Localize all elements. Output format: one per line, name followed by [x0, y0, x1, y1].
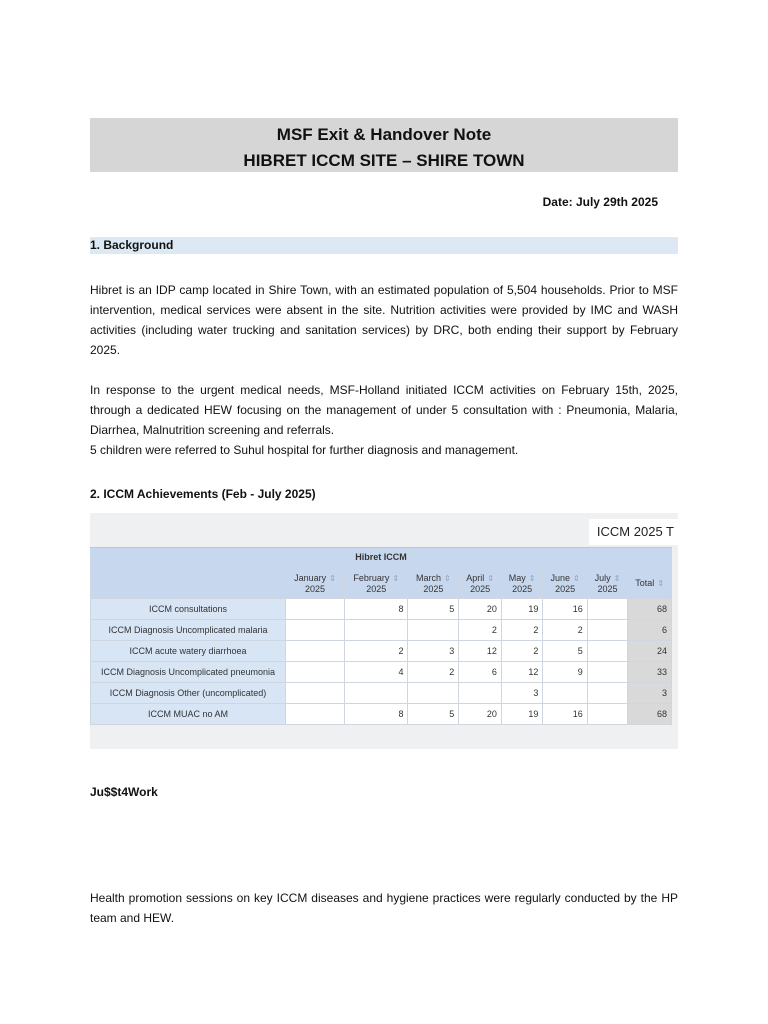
data-cell — [587, 704, 627, 725]
table-row — [91, 683, 672, 704]
header-blank-cell — [91, 568, 286, 599]
health-promotion-paragraph: Health promotion sessions on key ICCM diseases and hygiene practices were regularly conducted by the HP team and HEW. — [90, 891, 678, 925]
data-cell: 2 — [501, 641, 542, 662]
data-cell — [286, 704, 345, 725]
data-cell — [543, 683, 587, 704]
background-paragraph-2: In response to the urgent medical needs, MSF-Holland initiated ICCM activities on February 15th, 2025, through a dedicated HEW focusing on the management of under 5 consultation with : Pneumonia, Malaria, Diarrhea, Malnutrition screening and referrals. — [90, 383, 678, 437]
data-cell — [587, 599, 627, 620]
data-cell: 5 — [543, 641, 587, 662]
table-header-row — [91, 568, 672, 599]
total-cell: 6 — [628, 620, 672, 641]
table-body — [91, 599, 672, 725]
table-row — [91, 704, 672, 725]
data-cell: 20 — [459, 599, 502, 620]
section-heading-achievements: 2. ICCM Achievements (Feb - July 2025) — [90, 487, 316, 501]
data-cell — [408, 683, 459, 704]
data-cell: 20 — [459, 704, 502, 725]
data-cell: 2 — [501, 620, 542, 641]
column-header-year: 2025 — [512, 583, 533, 594]
data-cell: 9 — [543, 662, 587, 683]
row-label: ICCM acute watery diarrhoea — [91, 641, 286, 662]
table-row — [91, 599, 672, 620]
data-cell: 5 — [408, 599, 459, 620]
data-cell — [286, 662, 345, 683]
title-banner — [90, 118, 678, 172]
column-header[interactable] — [587, 568, 627, 599]
table-title: ICCM 2025 T — [589, 519, 678, 545]
table-row — [91, 641, 672, 662]
row-label: ICCM Diagnosis Other (uncomplicated) — [91, 683, 286, 704]
column-header-month: February — [353, 572, 390, 583]
data-cell — [408, 620, 459, 641]
column-header-month: June — [550, 572, 570, 583]
data-cell: 2 — [344, 641, 408, 662]
row-label: ICCM Diagnosis Uncomplicated malaria — [91, 620, 286, 641]
data-cell — [587, 683, 627, 704]
column-header-year: 2025 — [366, 583, 387, 594]
data-cell — [587, 620, 627, 641]
data-cell: 2 — [459, 620, 502, 641]
data-cell — [286, 641, 345, 662]
data-cell — [344, 683, 408, 704]
data-cell — [286, 599, 345, 620]
column-header-month: April — [466, 572, 485, 583]
data-cell: 3 — [408, 641, 459, 662]
data-cell: 2 — [408, 662, 459, 683]
row-label: ICCM consultations — [91, 599, 286, 620]
sort-icon[interactable]: ⇕ — [487, 573, 494, 583]
total-cell: 33 — [628, 662, 672, 683]
row-label: ICCM Diagnosis Uncomplicated pneumonia — [91, 662, 286, 683]
column-header[interactable] — [408, 568, 459, 599]
column-header-month: March — [416, 572, 442, 583]
data-cell: 16 — [543, 599, 587, 620]
column-header-year: 2025 — [470, 583, 491, 594]
sort-icon[interactable]: ⇕ — [392, 573, 400, 583]
iccm-data-table — [90, 567, 672, 725]
total-cell: 68 — [628, 599, 672, 620]
sort-icon[interactable]: ⇕ — [657, 578, 664, 588]
data-cell: 8 — [344, 599, 408, 620]
sort-icon[interactable]: ⇕ — [573, 573, 580, 583]
iccm-table-screenshot — [90, 513, 678, 749]
column-header-month: Total — [635, 577, 655, 588]
data-cell: 16 — [543, 704, 587, 725]
data-cell — [459, 683, 502, 704]
total-cell: 3 — [628, 683, 672, 704]
data-cell: 6 — [459, 662, 502, 683]
document-date: Date: July 29th 2025 — [542, 195, 658, 209]
column-header[interactable] — [501, 568, 542, 599]
column-header-month: May — [508, 572, 526, 583]
document-subtitle: HIBRET ICCM SITE – SHIRE TOWN — [243, 151, 525, 170]
data-cell: 19 — [501, 599, 542, 620]
background-paragraph-1: Hibret is an IDP camp located in Shire Town, with an estimated population of 5,504 households. Prior to MSF intervention, medical services were absent in the site. Nutrition activities were provided by IMC and WASH activities (including water trucking and sanitation services) by DRC, both ending their support by February 2025. — [90, 283, 678, 357]
row-label: ICCM MUAC no AM — [91, 704, 286, 725]
data-cell: 12 — [501, 662, 542, 683]
table-row — [91, 662, 672, 683]
total-cell: 24 — [628, 641, 672, 662]
data-cell — [286, 620, 345, 641]
sort-icon[interactable]: ⇕ — [329, 573, 336, 583]
document-title: MSF Exit & Handover Note — [276, 125, 492, 144]
section-heading-background: 1. Background — [90, 237, 678, 254]
column-header[interactable] — [543, 568, 587, 599]
data-cell: 5 — [408, 704, 459, 725]
total-cell: 68 — [628, 704, 672, 725]
data-cell — [344, 620, 408, 641]
signature-text: Ju$$t4Work — [90, 785, 158, 799]
sort-icon[interactable]: ⇕ — [613, 573, 621, 583]
column-header-year: 2025 — [304, 583, 325, 594]
column-header-month: July — [594, 572, 611, 583]
sort-icon[interactable]: ⇕ — [528, 573, 536, 583]
data-cell — [286, 683, 345, 704]
data-cell: 12 — [459, 641, 502, 662]
column-header-year: 2025 — [555, 583, 576, 594]
table-group-header: Hibret ICCM — [90, 547, 672, 567]
data-cell: 19 — [501, 704, 542, 725]
column-header-total[interactable] — [628, 568, 672, 599]
column-header-year: 2025 — [597, 583, 618, 594]
data-cell — [587, 641, 627, 662]
column-header[interactable] — [286, 568, 345, 599]
data-cell: 3 — [501, 683, 542, 704]
column-header-month: January — [294, 572, 327, 583]
column-header-year: 2025 — [423, 583, 444, 594]
table-row — [91, 620, 672, 641]
sort-icon[interactable]: ⇕ — [444, 573, 451, 583]
data-cell: 8 — [344, 704, 408, 725]
background-paragraph-3: 5 children were referred to Suhul hospital for further diagnosis and management. — [90, 443, 519, 457]
data-cell: 2 — [543, 620, 587, 641]
data-cell: 4 — [344, 662, 408, 683]
data-cell — [587, 662, 627, 683]
column-header[interactable] — [344, 568, 408, 599]
column-header[interactable] — [459, 568, 502, 599]
